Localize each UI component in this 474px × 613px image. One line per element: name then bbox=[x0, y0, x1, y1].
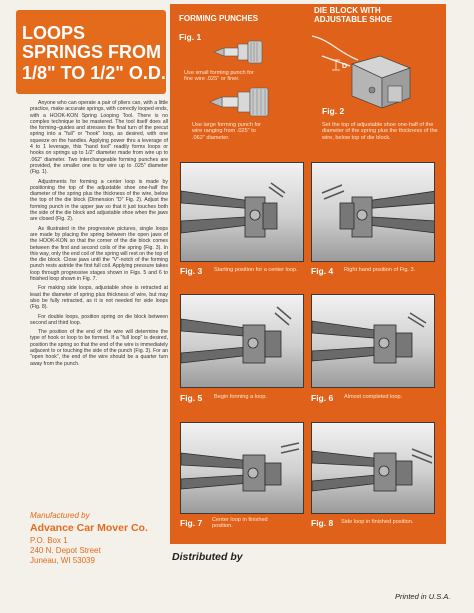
body-paragraph: For double loops, position spring on die block between second and third loop. bbox=[30, 313, 168, 326]
small-punch-icon bbox=[214, 41, 262, 63]
body-paragraph: As illustrated in the progressive pictures, single loops are made by placing the spring between the open jaws of the HOOK-KON so that the corner of the die block comes between the first and second coils of the spring (Fig. 3). In this way, only the end coil of the spring will rest on the top of the die block. Close jaws until the "V"-notch of the forming punch rests astride the first full coil. Applying pressure takes loop through progressive stages shown in Figs. 5 and 6 to finished loop shown in Fig. 7. bbox=[30, 225, 168, 283]
fig-3-photo bbox=[180, 162, 304, 262]
fig-7-photo bbox=[180, 422, 304, 514]
pliers-icon bbox=[181, 163, 304, 262]
address-line: P.O. Box 1 bbox=[30, 536, 68, 545]
fig-2-label: Fig. 2 bbox=[322, 106, 345, 116]
manufacturer-address bbox=[30, 536, 170, 566]
fig-8-caption: Side loop in finished position. bbox=[341, 519, 414, 525]
pliers-icon bbox=[312, 163, 435, 262]
die-block-heading-1: DIE BLOCK WITH bbox=[314, 6, 381, 15]
die-block-icon bbox=[352, 56, 410, 108]
fig-6-label: Fig. 6 bbox=[311, 393, 334, 403]
fig-3-label: Fig. 3 bbox=[180, 266, 203, 276]
fig-5-caption: Begin forming a loop. bbox=[214, 394, 267, 400]
large-punch-icon bbox=[210, 88, 268, 116]
spring-wire-icon bbox=[312, 36, 358, 66]
fig-6-caption: Almost completed loop. bbox=[344, 394, 403, 400]
body-paragraph: For making side loops, adjustable shoe is retracted at least the diameter of spring plus thickness of wire, but may also be fully retracted, as it is not needed for side loops (Fig. 8). bbox=[30, 285, 168, 311]
title-line-3 bbox=[22, 64, 166, 83]
fig-1-caption-large: Use large forming punch for wire ranging from .025" to .062" diameter. bbox=[192, 122, 262, 141]
body-text bbox=[30, 100, 168, 370]
pliers-icon bbox=[312, 295, 435, 388]
fig-4-label: Fig. 4 bbox=[311, 266, 334, 276]
fig-7-caption: Center loop in finished position. bbox=[212, 517, 268, 530]
pliers-icon bbox=[181, 423, 304, 514]
title-size-min: 1/8" bbox=[22, 63, 56, 83]
fig-8-photo bbox=[311, 422, 435, 514]
title-to: TO bbox=[60, 63, 86, 83]
fig-1-caption-small: Use small forming punch for fine wire .025" or finer. bbox=[184, 70, 254, 83]
manufacturer-company: Advance Car Mover Co. bbox=[30, 522, 148, 534]
fig-2-caption: Set the top of adjustable shoe one-half of the diameter of the spring plus the thickness of the wire, below top of die block. bbox=[322, 122, 438, 141]
dimension-d-label: D bbox=[342, 63, 348, 70]
fig-1-label: Fig. 1 bbox=[179, 32, 202, 42]
fig-4-photo bbox=[311, 162, 435, 262]
pliers-icon bbox=[181, 295, 304, 388]
title-line-1: LOOPS bbox=[22, 23, 86, 43]
address-line: 240 N. Depot Street bbox=[30, 546, 101, 555]
distributed-by: Distributed by bbox=[172, 551, 243, 563]
title-line-2: SPRINGS FROM bbox=[22, 42, 162, 62]
fig-5-label: Fig. 5 bbox=[180, 393, 203, 403]
forming-punches-illustration bbox=[180, 36, 278, 136]
fig-5-photo bbox=[180, 294, 304, 388]
die-block-illustration bbox=[310, 26, 440, 108]
printed-in: Printed in U.S.A. bbox=[395, 592, 451, 601]
fig-6-photo bbox=[311, 294, 435, 388]
die-block-heading-2: ADJUSTABLE SHOE bbox=[314, 15, 393, 24]
fig-8-label: Fig. 8 bbox=[311, 518, 334, 528]
instruction-panel bbox=[170, 4, 446, 544]
fig-7-label: Fig. 7 bbox=[180, 518, 203, 528]
forming-punches-heading: FORMING PUNCHES bbox=[179, 14, 259, 23]
title-block bbox=[16, 10, 166, 94]
body-paragraph: Adjustments for forming a center loop is made by positioning the top of the adjustable shoe one-half the diameter of the spring plus the thickness of the wire, below the top of the die block (Dimension "D" Fig. 2). Adjust the forming punch in the upper jaw so that it just touches both the side of the die block and adjustable shoe when the jaws are closed (Fig. 2). bbox=[30, 178, 168, 223]
body-paragraph: The position of the end of the wire will determine the type of hook or loop to be formed. If a "full loop" is desired, position the spring so that the end of the wire is immediately adjacent to or touching the side of the punch (Fig. 3). For an "open hook", the end of the wire should be a quarter turn away from the punch. bbox=[30, 329, 168, 367]
fig-4-caption: Right hand position of Fig. 3. bbox=[344, 267, 416, 273]
title-od: O.D. bbox=[128, 63, 166, 83]
body-paragraph: Anyone who can operate a pair of pliers can, with a little practice, make accurate springs, with correctly looped ends, with a HOOK-KON Spring Looping Tool. There is no complex technique to be mastered. The tool itself does all the forming–guides and stresses the final turn of the precut spring into a "full" or "hook" loop, as desired, with one squeeze on the handles. Applying power thru a leverage of 4 to 1 leverage, this "hand tool" readily forms loops or hooks on springs up to 1/2" diameter made from wire up to .062" diameter. Two interchangeable forming punches are provided, the smaller one is for wire up to .025" diameter (Fig. 1). bbox=[30, 100, 168, 176]
address-line: Juneau, WI 53039 bbox=[30, 556, 95, 565]
manufacturer-block bbox=[30, 511, 170, 566]
manufacturer-label: Manufactured by bbox=[30, 511, 90, 520]
fig-3-caption: Starting position for a center loop. bbox=[214, 267, 298, 273]
pliers-icon bbox=[312, 423, 435, 514]
title-size-max: 1/2" bbox=[90, 63, 124, 83]
